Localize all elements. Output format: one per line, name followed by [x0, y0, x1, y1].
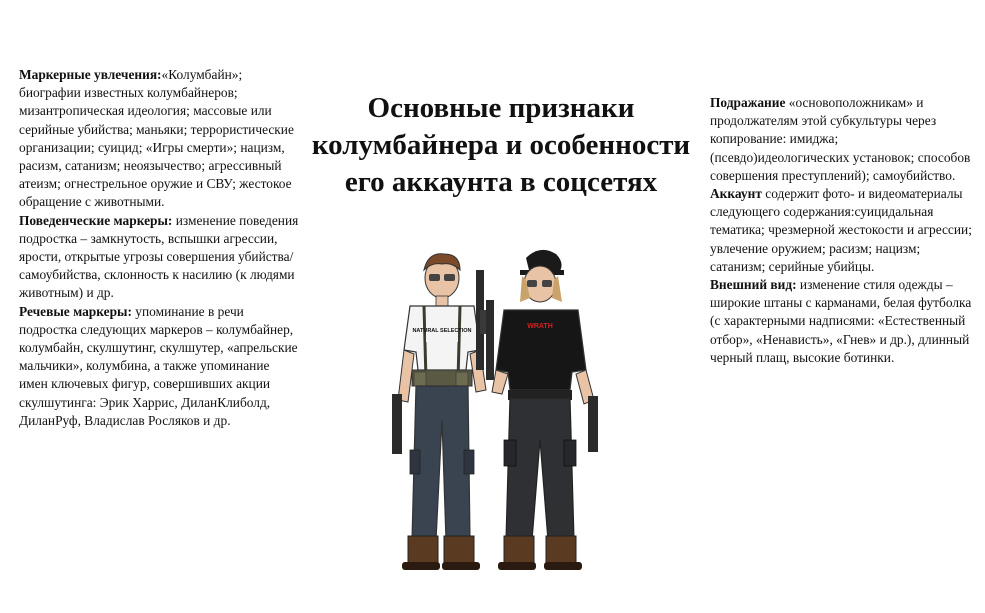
account-text: содержит фото- и видеоматериалы следующего содержания:суицидальная тематика; чрезмерной жестокости и агрессии; увлечение оружием; расизм; нацизм; сатанизм; серийные убийцы. — [710, 186, 972, 274]
account-paragraph — [710, 185, 972, 276]
markers-behavior-text: изменение поведения подростка – замкнутость, вспышки агрессии, ярости, открытые угрозы совершения убийства/самоубийства, склонность к насилию (к людями животным) и др. — [19, 212, 299, 301]
markers-speech-paragraph — [19, 303, 301, 430]
markers-speech-heading: Речевые маркеры: — [19, 303, 132, 319]
right-column — [710, 94, 972, 367]
markers-interest-text: «Колумбайн»; биографии известных колумбайнеров; мизантропическая идеология; массовые или серийные убийства; маньяки; террористические организации; суицид; «Игры смерти»; нацизм, расизм, сатанизм; неоязычество; агрессивный атеизм; огнестрельное оружие и СВУ; жестокое обращение с животными. — [19, 67, 294, 210]
appearance-paragraph — [710, 276, 972, 367]
markers-behavior-paragraph — [19, 212, 301, 303]
imitation-text: «основоположникам» и продолжателям этой субкультуры через копирование: имиджа; (псевдо)идеологических установок; способов совершения преступлений); самоубийство. — [710, 95, 971, 183]
markers-speech-text: упоминание в речи подростка следующих маркеров – колумбайнер, колумбайн, скулшутинг, скулшутер, «апрельские мальчики», колумбина, а также упоминание имен ключевых фигур, совершивших акции скулшутинга: Эрик Харрис, ДиланКлиболд, ДиланРуф, Владислав Росляков и др. — [19, 303, 298, 428]
account-heading: Аккаунт — [710, 186, 762, 202]
markers-behavior-heading: Поведенческие маркеры: — [19, 212, 173, 228]
left-shirt-text: NATURAL SELECTION — [412, 328, 472, 334]
appearance-heading: Внешний вид: — [710, 277, 797, 293]
imitation-paragraph — [710, 94, 972, 185]
right-shirt-text: WRATH — [527, 323, 553, 330]
markers-interest-paragraph — [19, 66, 301, 212]
appearance-text: изменение стиля одежды – широкие штаны с карманами, белая футболка (с характерными надписями: «Естественный отбор», «Ненависть», «Гнев» и др.), длинный черный плащ, высокие ботинки. — [710, 277, 972, 365]
markers-interest-heading: Маркерные увлечения: — [19, 67, 162, 82]
left-figure — [392, 254, 494, 570]
page-title: Основные признаки колумбайнера и особенности его аккаунта в соцсетях — [311, 92, 691, 198]
imitation-heading: Подражание — [710, 95, 786, 110]
right-figure — [486, 250, 598, 570]
left-column — [19, 66, 301, 430]
two-figures-illustration — [380, 240, 620, 610]
